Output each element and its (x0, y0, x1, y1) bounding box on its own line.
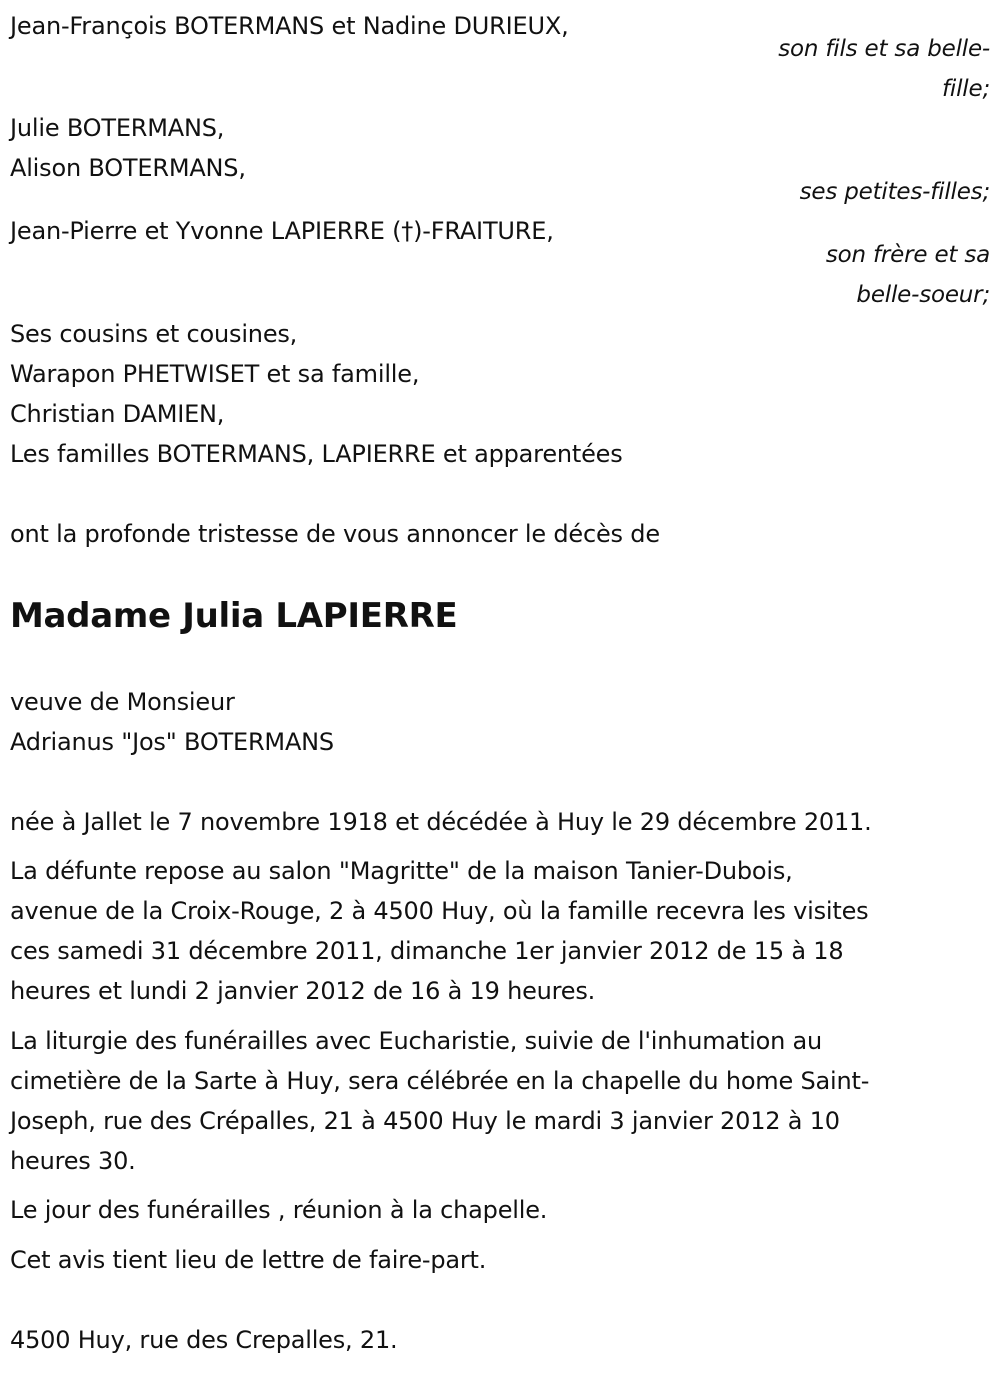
liturgy-line-2: cimetière de la Sarte à Huy, sera célébrée en la chapelle du home Saint- (10, 1067, 870, 1095)
visitation-line-1: La défunte repose au salon "Magritte" de la maison Tanier-Dubois, (10, 857, 793, 885)
family-other-2: Warapon PHETWISET et sa famille, (10, 360, 420, 388)
family-son-relation-line1: son fils et sa belle- (778, 36, 990, 62)
visitation-line-2: avenue de la Croix-Rouge, 2 à 4500 Huy, où la famille recevra les visites (10, 897, 869, 925)
family-other-3: Christian DAMIEN, (10, 400, 225, 428)
family-brother-relation-line2: belle-soeur; (856, 282, 990, 308)
meeting-text: Le jour des funérailles , réunion à la chapelle. (10, 1196, 548, 1224)
family-son-relation-line2: fille; (942, 76, 990, 102)
visitation-line-4: heures et lundi 2 janvier 2012 de 16 à 19 heures. (10, 977, 596, 1005)
family-other-4: Les familles BOTERMANS, LAPIERRE et apparentées (10, 440, 623, 468)
liturgy-line-1: La liturgie des funérailles avec Eucharistie, suivie de l'inhumation au (10, 1027, 823, 1055)
notice-text: Cet avis tient lieu de lettre de faire-part. (10, 1246, 487, 1274)
liturgy-line-4: heures 30. (10, 1147, 136, 1175)
family-son-names: Jean-François BOTERMANS et Nadine DURIEUX, (10, 12, 569, 40)
announcement-text: ont la profonde tristesse de vous annoncer le décès de (10, 520, 660, 548)
family-granddaughter-2: Alison BOTERMANS, (10, 154, 246, 182)
family-granddaughters-relation: ses petites-filles; (799, 179, 990, 205)
family-granddaughter-1: Julie BOTERMANS, (10, 114, 225, 142)
family-brother-relation-line1: son frère et sa (825, 242, 990, 268)
liturgy-line-3: Joseph, rue des Crépalles, 21 à 4500 Huy le mardi 3 janvier 2012 à 10 (10, 1107, 840, 1135)
contact-address: 4500 Huy, rue des Crepalles, 21. (10, 1326, 398, 1354)
family-other-1: Ses cousins et cousines, (10, 320, 298, 348)
widow-line-2: Adrianus "Jos" BOTERMANS (10, 728, 334, 756)
birth-death-dates: née à Jallet le 7 novembre 1918 et décédée à Huy le 29 décembre 2011. (10, 808, 872, 836)
widow-line-1: veuve de Monsieur (10, 688, 235, 716)
visitation-line-3: ces samedi 31 décembre 2011, dimanche 1er janvier 2012 de 15 à 18 (10, 937, 844, 965)
deceased-name: Madame Julia LAPIERRE (10, 596, 458, 636)
family-brother-names: Jean-Pierre et Yvonne LAPIERRE (†)-FRAITURE, (10, 217, 554, 245)
